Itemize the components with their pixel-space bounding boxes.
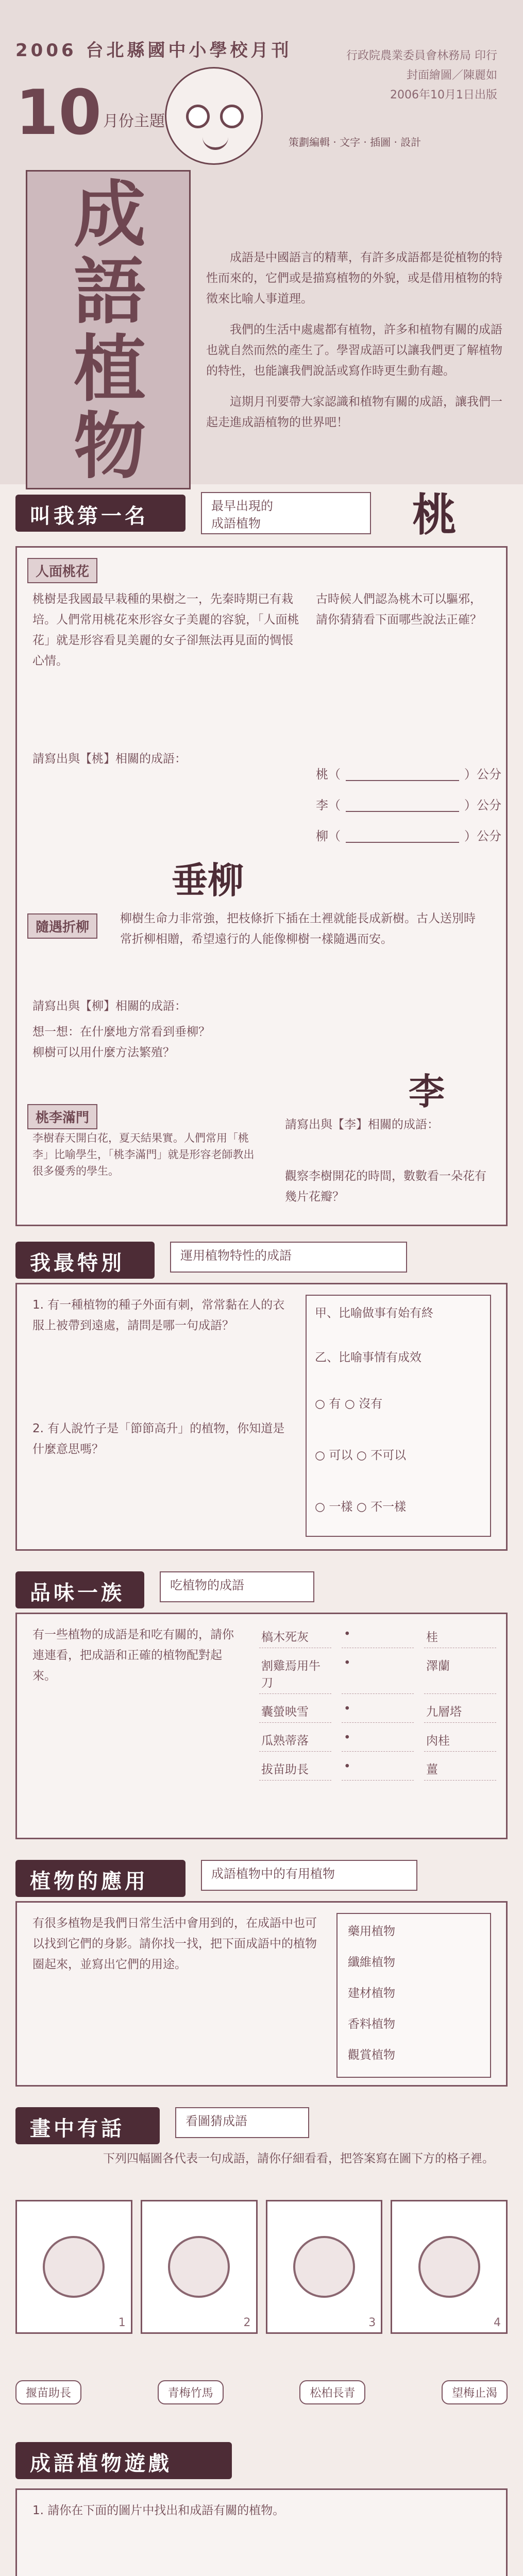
side-q: 乙、比喻事情有成效 [315, 1351, 421, 1364]
section6-banner: 成語植物遊戲 [15, 2442, 232, 2479]
section4-panel [15, 1901, 508, 2087]
book-char: 植 [73, 328, 146, 412]
pub-line: 行政院農業委員會林務局 印行 [346, 49, 497, 62]
intro-line: 最早出現的 [211, 499, 273, 513]
section2-panel [15, 1283, 508, 1551]
series-name: 台北縣國中小學校月刊 [86, 40, 292, 61]
intro-text [206, 247, 505, 443]
pair-left[interactable]: 瓜熟蒂落 [259, 1728, 331, 1752]
answer-pill[interactable]: 望梅止渴 [442, 2380, 508, 2404]
plum-tag: 桃李滿門 [27, 1104, 97, 1129]
intro-paragraph: 成語是中國語言的精華，有許多成語都是從植物的特性而來的，它們或是描寫植物的外貌，或是借用植物的特徵來比喻人事道理。 [206, 251, 502, 306]
willow-q3: 柳樹可以用什麼方法繁殖？ [32, 1046, 175, 1059]
peach-paragraph: 桃樹是我國最早栽種的果樹之一，先秦時期已有栽培。人們常用桃花來形容女子美麗的容貌，「人面桃花」就是形容看見美麗的女子卻無法再見面的惆悵心情。 [32, 592, 299, 668]
section1-banner: 叫我第一名 [15, 495, 185, 532]
use-item: 建材植物 [348, 1987, 395, 2000]
pub-line: 封面繪圖／陳麗如 [406, 69, 497, 82]
peach-q2: 古時候人們認為桃木可以驅邪，請你猜猜看下面哪些說法正確？ [316, 592, 482, 626]
willow-q1: 請寫出與【柳】相關的成語： [32, 999, 187, 1013]
month-number: 10 [15, 77, 102, 149]
willow-text: 柳樹生命力非常強，把枝條折下插在土裡就能長成新樹。古人送別時常折柳相贈，希望遠行的人能像柳樹一樣隨遇而安。 [120, 912, 476, 946]
opt: 柳（ [316, 829, 341, 843]
answer-pill[interactable]: 松柏長青 [299, 2380, 365, 2404]
s2-item2: 2. 有人說竹子是「節節高升」的植物，你知道是什麼意思嗎？ [32, 1422, 285, 1456]
pair-right[interactable]: 桂 [424, 1624, 496, 1648]
section1-panel [15, 546, 508, 1226]
pair-dot: • [342, 1699, 414, 1723]
intro-paragraph: 這期月刊要帶大家認識和植物有關的成語，讓我們一起走進成語植物的世界吧！ [206, 395, 502, 429]
s3-pairs [259, 1624, 496, 1781]
side-q: 甲、比喻做事有始有終 [315, 1307, 433, 1320]
s4-text: 有很多植物是我們日常生活中會用到的，在成語中也可以找到它們的身影。請你找一找，把下面成語中的植物圈起來，並寫出它們的用途。 [32, 1917, 317, 1971]
peach-text [32, 589, 300, 675]
publisher-info [327, 46, 497, 105]
section3-panel [15, 1613, 508, 1839]
series-title [15, 36, 335, 61]
use-item: 觀賞植物 [348, 2048, 395, 2062]
answer-pills [15, 2380, 508, 2404]
pair-dot: • [342, 1624, 414, 1648]
answer-pill[interactable]: 青梅竹馬 [158, 2380, 224, 2404]
plum-char: 李 [409, 1071, 445, 1113]
cover [0, 0, 523, 489]
book-char: 物 [73, 405, 146, 489]
use-item: 藥用植物 [348, 1925, 395, 1938]
credits: 策劃編輯 · 文字 · 插圖 · 設計 [289, 136, 421, 148]
pub-line: 2006年10月1日出版 [390, 89, 497, 101]
pair-left[interactable]: 拔苗助長 [259, 1757, 331, 1781]
figure-icon [43, 2236, 105, 2298]
answer-row [316, 764, 501, 782]
side-q: ○ 有 ○ 沒有 [315, 1397, 383, 1411]
answer-blank[interactable] [346, 831, 459, 843]
section1-intro [201, 492, 371, 534]
figure-icon [168, 2236, 230, 2298]
pair-left[interactable]: 囊螢映雪 [259, 1699, 331, 1723]
section4-subtitle: 成語植物中的有用植物 [201, 1860, 417, 1891]
s5-text: 下列四幅圖各代表一句成語，請你仔細看看，把答案寫在圖下方的格子裡。 [103, 2152, 494, 2165]
section5-subtitle: 看圖猜成語 [175, 2107, 309, 2138]
month-label: 月份主題 [103, 112, 165, 130]
pair-left[interactable]: 槁木死灰 [259, 1624, 331, 1648]
use-item: 纖維植物 [348, 1956, 395, 1969]
pair-dot: • [342, 1653, 414, 1694]
plum-q2: 觀察李樹開花的時間，數數看一朵花有幾片花瓣？ [285, 1170, 486, 1204]
picture-card[interactable] [15, 2200, 132, 2334]
book-char: 成 [73, 173, 146, 257]
card-num: 2 [243, 2316, 251, 2329]
s6-item1: 1. 請你在下面的圖片中找出和成語有關的植物。 [32, 2504, 285, 2517]
s2-side-panel [306, 1295, 491, 1537]
mascot-eye-icon [186, 105, 210, 128]
picture-card[interactable] [391, 2200, 508, 2334]
peach-char: 桃 [412, 489, 457, 541]
opt: ）公分 [464, 767, 501, 782]
section3-subtitle: 吃植物的成語 [160, 1571, 314, 1602]
card-num: 4 [494, 2316, 501, 2329]
opt: ）公分 [464, 829, 501, 843]
pair-left[interactable]: 割雞焉用牛刀 [259, 1653, 331, 1694]
intro-paragraph: 我們的生活中處處都有植物，許多和植物有關的成語也就自然而然的產生了。學習成語可以讓我們更了解植物的特性，也能讓我們說話或寫作時更生動有趣。 [206, 323, 502, 378]
card-num: 1 [118, 2316, 126, 2329]
plum-q1: 請寫出與【李】相關的成語： [285, 1118, 439, 1131]
answer-blank[interactable] [346, 769, 459, 781]
opt: 桃（ [316, 767, 341, 782]
section6-panel [15, 2488, 508, 2576]
section2-subtitle: 運用植物特性的成語 [170, 1242, 407, 1273]
picture-card[interactable] [266, 2200, 383, 2334]
plum-text: 李樹春天開白花，夏天結果實。人們常用「桃李」比喻學生，「桃李滿門」就是形容老師教出很多優秀的學生。 [32, 1132, 255, 1177]
section4-banner: 植物的應用 [15, 1860, 185, 1897]
pair-dot: • [342, 1728, 414, 1752]
pair-right[interactable]: 肉桂 [424, 1728, 496, 1752]
section2-banner: 我最特別 [15, 1242, 155, 1279]
willow-q2: 想一想：在什麼地方常看到垂柳？ [32, 1025, 210, 1039]
s4-list [336, 1913, 491, 2078]
picture-row [15, 2200, 508, 2334]
opt: 李（ [316, 798, 341, 812]
answer-row [316, 795, 501, 813]
pair-dot: • [342, 1757, 414, 1781]
s2-item1: 1. 有一種植物的種子外面有刺，常常黏在人的衣服上被帶到遠處，請問是哪一句成語？ [32, 1298, 285, 1332]
figure-icon [418, 2236, 480, 2298]
pair-right[interactable]: 澤蘭 [424, 1653, 496, 1694]
cover-book [26, 170, 191, 489]
intro-line: 成語植物 [211, 516, 261, 531]
answer-blank[interactable] [346, 800, 459, 812]
willow-tag: 隨遇折柳 [27, 913, 97, 939]
mascot-face-icon [165, 67, 263, 165]
section3-banner: 品味一族 [15, 1571, 144, 1608]
section5-banner: 畫中有話 [15, 2107, 160, 2144]
s3-text: 有一些植物的成語是和吃有關的，請你連連看，把成語和正確的植物配對起來。 [32, 1628, 234, 1683]
peach-q1: 請寫出與【桃】相關的成語： [32, 752, 187, 766]
figure-icon [293, 2236, 355, 2298]
mascot-mouth-icon [203, 137, 228, 150]
picture-card[interactable] [141, 2200, 258, 2334]
willow-char: 垂柳 [172, 859, 244, 902]
year: 2006 [15, 40, 77, 61]
answer-row [316, 826, 501, 844]
opt: ）公分 [464, 798, 501, 812]
side-q: ○ 一樣 ○ 不一樣 [315, 1500, 407, 1514]
peach-tag: 人面桃花 [27, 558, 97, 583]
pair-right[interactable]: 九層塔 [424, 1699, 496, 1723]
side-q: ○ 可以 ○ 不可以 [315, 1449, 407, 1462]
book-char: 語 [73, 250, 146, 334]
use-item: 香料植物 [348, 2018, 395, 2031]
mascot-eye-icon [220, 105, 244, 128]
pair-right[interactable]: 薑 [424, 1757, 496, 1781]
card-num: 3 [368, 2316, 376, 2329]
answer-pill[interactable]: 揠苗助長 [15, 2380, 81, 2404]
